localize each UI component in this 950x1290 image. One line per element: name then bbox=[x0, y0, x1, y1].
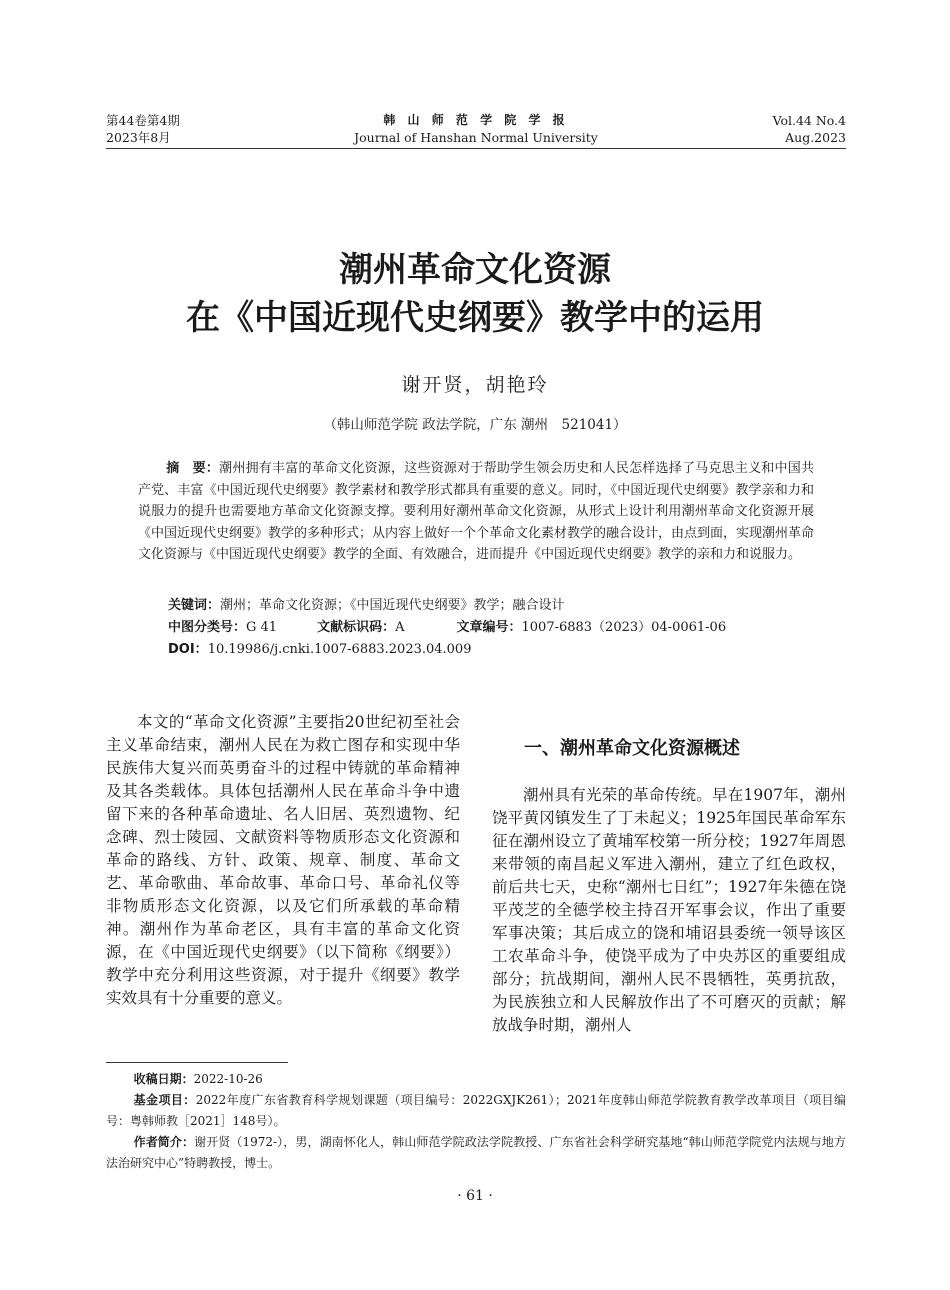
header-rule bbox=[106, 148, 846, 149]
received-value: 2022-10-26 bbox=[193, 1072, 263, 1086]
date-label: 2023年8月 bbox=[106, 130, 171, 145]
page-number: · 61 · bbox=[457, 1188, 493, 1204]
article-number-value: 1007-6883（2023）04-0061-06 bbox=[521, 620, 727, 635]
authors: 谢开贤，胡艳玲 bbox=[401, 374, 549, 396]
keywords bbox=[168, 595, 828, 617]
author-bio-label: 作者简介： bbox=[133, 1135, 195, 1149]
classification bbox=[168, 617, 828, 639]
doi bbox=[168, 639, 828, 661]
volume-issue-en bbox=[773, 112, 846, 146]
footnotes bbox=[106, 1069, 846, 1174]
affiliation: （韩山师范学院 政法学院，广东 潮州 521041） bbox=[323, 417, 627, 433]
author-bio bbox=[106, 1132, 846, 1174]
doi-label: DOI： bbox=[168, 642, 208, 657]
clc-value: G 41 bbox=[246, 620, 278, 635]
volume-label: 第44卷第4期 bbox=[106, 113, 180, 128]
received-date bbox=[106, 1069, 846, 1090]
body-left-column bbox=[106, 711, 460, 1010]
journal-name-cn: 韩 山 师 范 学 院 学 报 bbox=[383, 113, 569, 127]
keywords-label: 关键词： bbox=[168, 598, 221, 613]
volume-label-en: Vol.44 No.4 bbox=[772, 113, 846, 128]
title-line-1: 潮州革命文化资源 bbox=[339, 250, 611, 290]
doc-code-value: A bbox=[395, 620, 405, 635]
abstract bbox=[138, 458, 814, 566]
body-right-column bbox=[492, 784, 846, 1037]
journal-name bbox=[106, 112, 846, 146]
footnote-rule bbox=[106, 1062, 288, 1063]
keywords-text: 潮州；革命文化资源；《中国近现代史纲要》教学；融合设计 bbox=[220, 598, 565, 613]
intro-paragraph: 本文的“革命文化资源”主要指20世纪初至社会主义革命结束，潮州人民在为救亡图存和实现中华民族伟大复兴而英勇奋斗的过程中铸就的革命精神及其各类载体。具体包括潮州人民在革命斗争中遗留下来的各种革命遗址、名人旧居、英烈遗物、纪念碑、烈士陵园、文献资料等物质形态文化资源和革命的路线、方针、政策、规章、制度、革命文艺、革命歌曲、革命故事、革命口号、革命礼仪等非物质形态文化资源，以及它们所承载的革命精神。潮州作为革命老区，具有丰富的革命文化资源，在《中国近现代史纲要》（以下简称《纲要》）教学中充分利用这些资源，对于提升《纲要》教学实效具有十分重要的意义。 bbox=[106, 713, 460, 1007]
journal-name-en: Journal of Hanshan Normal University bbox=[354, 130, 598, 145]
abstract-label: 摘 要： bbox=[166, 461, 220, 476]
section-heading: 一、潮州革命文化资源概述 bbox=[524, 738, 740, 759]
abstract-text: 潮州拥有丰富的革命文化资源，这些资源对于帮助学生领会历史和人民怎样选择了马克思主义和中国共产党、丰富《中国近现代史纲要》教学素材和教学形式都具有重要的意义。同时，《中国近现代史纲要》教学亲和力和说服力的提升也需要地方革命文化资源支撑。要利用好潮州革命文化资源，从形式上设计利用潮州革命文化资源开展《中国近现代史纲要》教学的多种形式；从内容上做好一个个革命文化素材教学的融合设计，由点到面，实现潮州革命文化资源与《中国近现代史纲要》教学的全面、有效融合，进而提升《中国近现代史纲要》教学的亲和力和说服力。 bbox=[138, 461, 815, 562]
section-paragraph: 潮州具有光荣的革命传统。早在1907年，潮州饶平黄冈镇发生了丁未起义；1925年国民革命军东征在潮州设立了黄埔军校第一所分校；1927年周恩来带领的南昌起义军进入潮州，建立了红色政权，前后共七天，史称“潮州七日红”；1927年朱德在饶平茂芝的全德学校主持召开军事会议，作出了重要军事决策；其后成立的饶和埔诏县委统一领导该区工农革命斗争，使饶平成为了中央苏区的重要组成部分；抗战期间，潮州人民不畏牺牲，英勇抗敌，为民族独立和人民解放作出了不可磨灭的贡献；解放战争时期，潮州人 bbox=[492, 786, 846, 1034]
date-label-en: Aug.2023 bbox=[785, 130, 846, 145]
author-bio-value: 谢开贤（1972-），男，湖南怀化人，韩山师范学院政法学院教授、广东省社会科学研究基地“韩山师范学院党内法规与地方法治研究中心”特聘教授，博士。 bbox=[106, 1135, 846, 1170]
received-label: 收稿日期： bbox=[133, 1072, 194, 1086]
article-title bbox=[80, 246, 870, 342]
title-line-2: 在《中国近现代史纲要》教学中的运用 bbox=[186, 298, 764, 338]
running-header bbox=[106, 112, 846, 152]
article-number-label: 文章编号： bbox=[456, 620, 522, 635]
fund-project bbox=[106, 1090, 846, 1132]
fund-label: 基金项目： bbox=[133, 1093, 196, 1107]
fund-value: 2022年度广东省教育科学规划课题（项目编号：2022GXJK261）；2021年度韩山师范学院教育教学改革项目（项目编号：粤韩师教［2021］148号）。 bbox=[106, 1093, 846, 1128]
doi-value: 10.19986/j.cnki.1007-6883.2023.04.009 bbox=[207, 642, 472, 657]
doc-code-label: 文献标识码： bbox=[317, 620, 396, 635]
clc-label: 中图分类号： bbox=[168, 620, 247, 635]
